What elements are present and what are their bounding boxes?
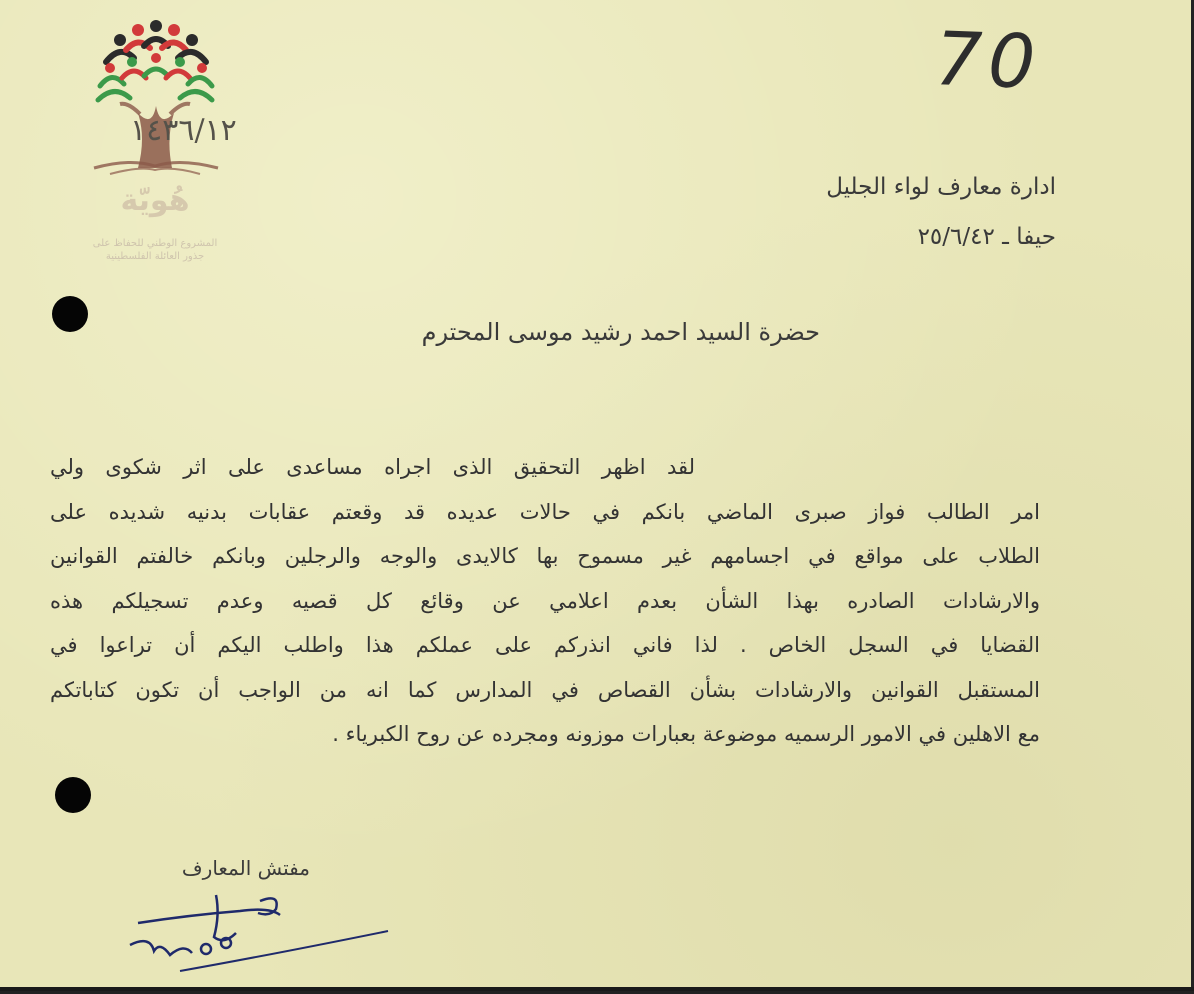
- letter-header: [636, 162, 1056, 262]
- signatory-title: مفتش المعارف: [181, 856, 310, 880]
- body-line: المستقبل القوانين والارشادات بشأن القصاص في المدارس كما انه من الواجب أن تكون كتاباتكم: [50, 677, 1040, 702]
- handwritten-signature: [120, 885, 400, 985]
- body-line: لقد اظهر التحقيق الذى اجراه مساعدى على اثر شكوى ولي: [50, 455, 695, 479]
- hijri-date-stamp: ١٤٣٦/١٢: [130, 113, 237, 148]
- page-number: 70: [933, 16, 1043, 106]
- logo-tagline-line2: جذور العائلة الفلسطينية: [105, 251, 205, 262]
- family-tree-icon: [80, 18, 230, 188]
- body-line: الطلاب على مواقع في اجسامهم غير مسموح بها كالايدى والوجه والرجلين وبانكم خالفتم القوانين: [50, 544, 1040, 568]
- place-date: حيفا ـ ٢٥/٦/٤٢: [917, 224, 1056, 250]
- punch-hole-bottom: [55, 777, 91, 813]
- body-line: امر الطالب فواز صبرى الماضي بانكم في حالات عديده قد وقعتم عقابات بدنيه شديده على: [50, 499, 1040, 524]
- body-line: مع الاهلين في الامور الرسميه موضوعة بعبارات موزونه ومجرده عن روح الكبرياء .: [332, 722, 1040, 746]
- logo-tagline: [80, 237, 230, 263]
- punch-hole-top: [52, 296, 88, 332]
- scan-border: [0, 987, 1194, 991]
- salutation: حضرة السيد احمد رشيد موسى المحترم: [421, 318, 820, 346]
- logo-tagline-line1: المشروع الوطني للحفاظ على: [92, 238, 218, 249]
- body-line: والارشادات الصادره بهذا الشأن بعدم اعلامي عن وقائع كل قصيه وعدم تسجيلكم هذه: [50, 588, 1040, 613]
- office-name: ادارة معارف لواء الجليل: [826, 174, 1056, 200]
- letter-body: [50, 445, 1040, 757]
- logo-wordmark: هُويّة: [120, 183, 190, 218]
- body-line: القضايا في السجل الخاص . لذا فاني انذركم على عملكم هذا واطلب اليكم أن تراعوا في: [50, 633, 1040, 657]
